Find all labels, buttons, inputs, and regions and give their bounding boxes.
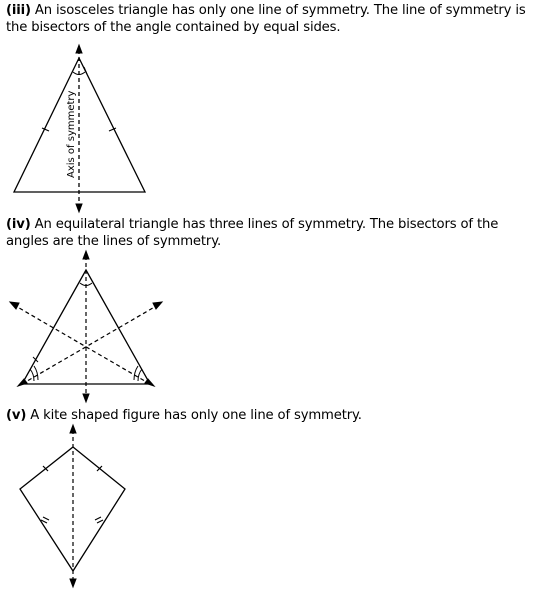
section-number: (iii) [6,3,31,18]
section-number: (iv) [6,217,31,232]
double-tick-lower-left-2 [43,517,49,520]
section-number: (v) [6,408,27,423]
section-text: An isosceles triangle has only one line of symmetry. The line of symmetry is the bisectors of the angle contained by equal sides. [6,3,526,35]
section-text: A kite shaped figure has only one line of symmetry. [26,408,362,423]
axis-arrow-bottom [70,579,76,587]
double-tick-lower-right-1 [97,520,103,523]
section-text: An equilateral triangle has three lines of symmetry. The bisectors of the angles are the lines of symmetry. [6,217,499,249]
axis-of-symmetry-label: Axis of symmetry [66,90,77,178]
double-tick-lower-right-2 [95,517,101,520]
axis-arrow-top [70,425,76,433]
